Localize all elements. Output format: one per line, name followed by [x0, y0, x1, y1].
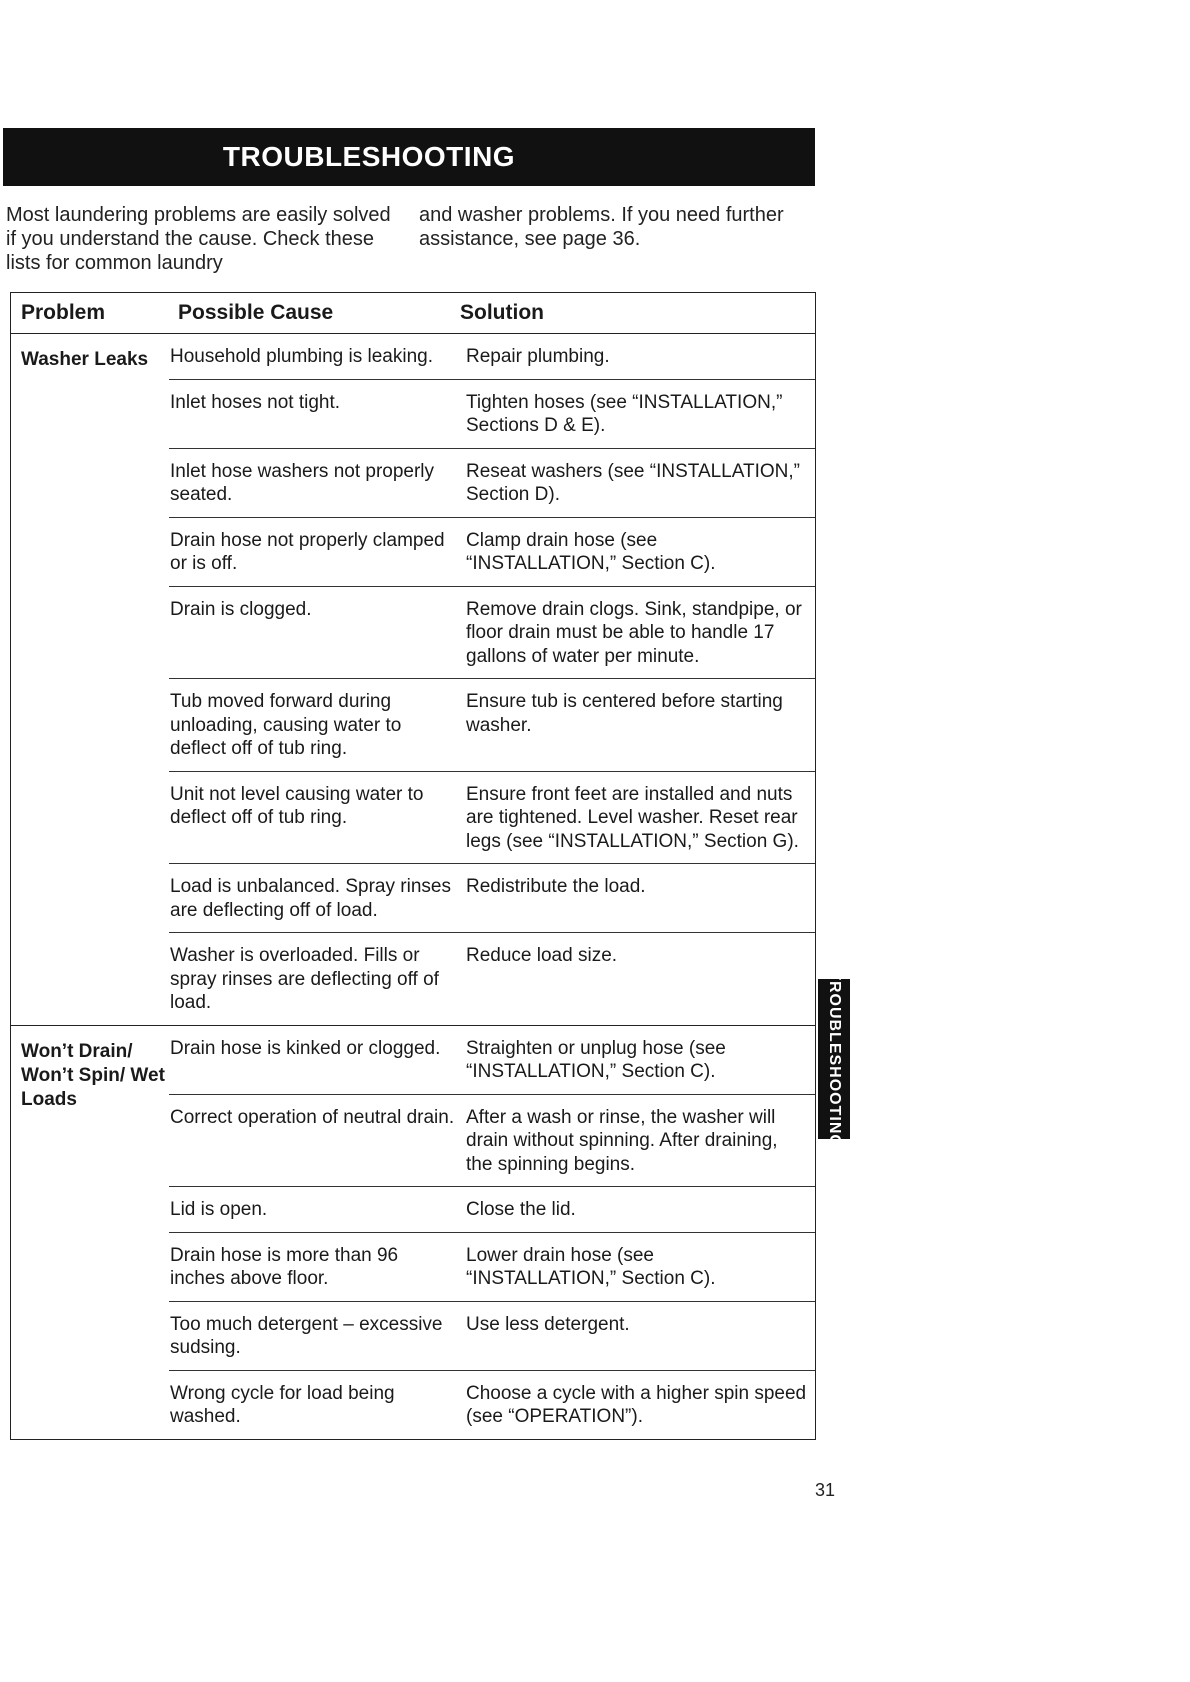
side-tab-label: TROUBLESHOOTING: [826, 970, 844, 1148]
solution-cell: Clamp drain hose (see “INSTALLATION,” Section C).: [466, 529, 716, 574]
possible-cause-cell: Drain hose is kinked or clogged.: [170, 1037, 441, 1059]
table-row: [169, 1026, 815, 1094]
table-body: [11, 334, 815, 1440]
table-row: [169, 1186, 815, 1232]
table-row: [169, 863, 815, 932]
table-row: [169, 448, 815, 517]
cause-solution-rows: [169, 1026, 815, 1439]
page-number: 31: [815, 1480, 836, 1500]
solution-cell: Remove drain clogs. Sink, standpipe, or floor drain must be able to handle 17 gallons of water per minute.: [466, 598, 802, 667]
solution-cell: Ensure tub is centered before starting washer.: [466, 691, 783, 736]
solution-cell: Choose a cycle with a higher spin speed (see “OPERATION”).: [466, 1382, 807, 1427]
table-row: [169, 1301, 815, 1370]
solution-cell: Reseat washers (see “INSTALLATION,” Section D).: [466, 460, 801, 505]
intro-text-left: Most laundering problems are easily solved if you understand the cause. Check these lists for common laundry: [6, 204, 391, 274]
possible-cause-cell: Drain hose is more than 96 inches above floor.: [170, 1244, 399, 1289]
section-banner: [3, 128, 815, 186]
possible-cause-cell: Correct operation of neutral drain.: [170, 1106, 455, 1128]
table-row: [169, 932, 815, 1025]
problem-label: Won’t Drain/ Won’t Spin/ Wet Loads: [21, 1040, 165, 1110]
solution-cell: Straighten or unplug hose (see “INSTALLATION,” Section C).: [466, 1037, 726, 1082]
table-row: [169, 1232, 815, 1301]
possible-cause-cell: Washer is overloaded. Fills or spray rinses are deflecting off of load.: [170, 945, 439, 1013]
solution-cell: Lower drain hose (see “INSTALLATION,” Section C).: [466, 1244, 716, 1289]
header-problem: Problem: [21, 301, 106, 324]
table-row: [169, 517, 815, 586]
troubleshooting-table: [10, 292, 816, 1440]
table-row: [169, 586, 815, 679]
possible-cause-cell: Unit not level causing water to deflect off of tub ring.: [170, 783, 424, 828]
possible-cause-cell: Inlet hoses not tight.: [170, 391, 341, 413]
header-solution: Solution: [460, 301, 544, 324]
problem-group: [11, 334, 815, 1026]
table-row: [169, 678, 815, 771]
table-row: [169, 1094, 815, 1187]
table-row: [169, 771, 815, 864]
solution-cell: Redistribute the load.: [466, 876, 646, 897]
table-row: [169, 334, 815, 379]
possible-cause-cell: Wrong cycle for load being washed.: [170, 1382, 395, 1427]
possible-cause-cell: Too much detergent – excessive sudsing.: [170, 1313, 443, 1358]
possible-cause-cell: Household plumbing is leaking.: [170, 346, 433, 367]
solution-cell: Tighten hoses (see “INSTALLATION,” Sections D & E).: [466, 391, 783, 436]
table-row: [169, 1370, 815, 1439]
header-possible-cause: Possible Cause: [178, 301, 334, 324]
table-row: [169, 379, 815, 448]
possible-cause-cell: Inlet hose washers not properly seated.: [170, 460, 435, 505]
solution-cell: Repair plumbing.: [466, 346, 610, 367]
solution-cell: Use less detergent.: [466, 1313, 630, 1335]
solution-cell: Ensure front feet are installed and nuts are tightened. Level washer. Reset rear legs (see “INSTALLATION,” Section G).: [466, 783, 799, 852]
page-title: TROUBLESHOOTING: [222, 141, 516, 172]
solution-cell: Close the lid.: [466, 1199, 576, 1220]
solution-cell: Reduce load size.: [466, 945, 618, 966]
possible-cause-cell: Drain is clogged.: [170, 598, 312, 620]
problem-label: Washer Leaks: [21, 349, 149, 370]
cause-solution-rows: [169, 334, 815, 1025]
side-tab-troubleshooting: [818, 970, 850, 1148]
table-header: [11, 293, 815, 334]
possible-cause-cell: Lid is open.: [170, 1199, 268, 1220]
possible-cause-cell: Tub moved forward during unloading, causing water to deflect off of tub ring.: [170, 691, 402, 759]
solution-cell: After a wash or rinse, the washer will drain without spinning. After draining, the spinning begins.: [466, 1106, 778, 1175]
possible-cause-cell: Drain hose not properly clamped or is off.: [170, 529, 445, 574]
intro-text-right: and washer problems. If you need further assistance, see page 36.: [419, 204, 784, 250]
possible-cause-cell: Load is unbalanced. Spray rinses are deflecting off of load.: [170, 876, 451, 921]
problem-group: [11, 1026, 815, 1440]
